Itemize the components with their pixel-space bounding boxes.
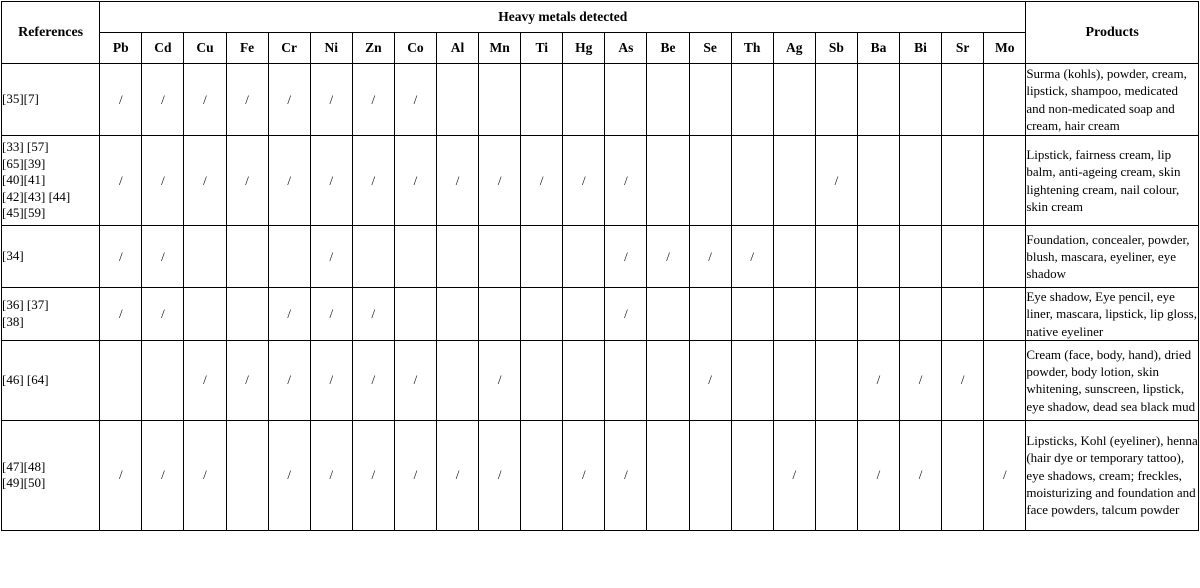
cell-metal-zn: / — [352, 340, 394, 420]
cell-metal-ti — [521, 420, 563, 530]
cell-metal-cd — [142, 340, 184, 420]
cell-metal-as: / — [605, 420, 647, 530]
header-metal-ba: Ba — [857, 33, 899, 64]
cell-metal-ti — [521, 288, 563, 341]
cell-metal-fe: / — [226, 136, 268, 226]
cell-metal-ag — [773, 288, 815, 341]
cell-metal-al — [436, 288, 478, 341]
cell-metal-pb — [100, 340, 142, 420]
cell-metal-sr — [942, 64, 984, 136]
cell-metal-cu: / — [184, 64, 226, 136]
table-head — [2, 2, 1199, 64]
cell-metal-pb: / — [100, 136, 142, 226]
cell-metal-be — [647, 288, 689, 341]
cell-metal-bi — [900, 136, 942, 226]
header-metal-se: Se — [689, 33, 731, 64]
cell-metal-cr: / — [268, 288, 310, 341]
reference-line[interactable]: [49][50] — [2, 475, 46, 491]
cell-metal-sr: / — [942, 340, 984, 420]
cell-metal-mn: / — [479, 420, 521, 530]
header-metal-cd: Cd — [142, 33, 184, 64]
cell-metal-fe: / — [226, 64, 268, 136]
reference-line[interactable]: [65][39] — [2, 155, 46, 171]
header-metal-ni: Ni — [310, 33, 352, 64]
header-metal-co: Co — [394, 33, 436, 64]
cell-metal-ti — [521, 226, 563, 288]
cell-metal-mn: / — [479, 136, 521, 226]
cell-metal-mn: / — [479, 340, 521, 420]
cell-metal-se — [689, 420, 731, 530]
reference-line[interactable]: [33] [57] — [2, 138, 49, 154]
cell-references — [2, 136, 100, 226]
header-metal-fe: Fe — [226, 33, 268, 64]
header-metal-mo: Mo — [984, 33, 1026, 64]
reference-line[interactable]: [40][41] — [2, 172, 46, 188]
reference-line[interactable]: [35][7] — [2, 91, 39, 107]
cell-metal-fe — [226, 420, 268, 530]
cell-metal-bi — [900, 226, 942, 288]
table-body — [2, 64, 1199, 531]
reference-line[interactable]: [38] — [2, 313, 24, 329]
reference-line[interactable]: [46] [64] — [2, 372, 49, 388]
cell-metal-ba — [857, 226, 899, 288]
reference-line[interactable]: [34] — [2, 248, 24, 264]
cell-metal-se — [689, 64, 731, 136]
cell-references — [2, 226, 100, 288]
header-heavy-metals-group: Heavy metals detected — [100, 2, 1026, 33]
cell-metal-se — [689, 288, 731, 341]
cell-metal-hg — [563, 288, 605, 341]
cell-metal-bi: / — [900, 340, 942, 420]
cell-metal-sb — [815, 64, 857, 136]
cell-metal-bi: / — [900, 420, 942, 530]
cell-metal-th: / — [731, 226, 773, 288]
reference-line[interactable]: [45][59] — [2, 205, 46, 221]
cell-references — [2, 340, 100, 420]
cell-metal-ti — [521, 64, 563, 136]
cell-metal-se — [689, 136, 731, 226]
cell-metal-co: / — [394, 420, 436, 530]
cell-metal-sb — [815, 340, 857, 420]
cell-metal-sb — [815, 420, 857, 530]
cell-products: Lipsticks, Kohl (eyeliner), henna (hair dye or temporary tattoo), eye shadows, cream; freckles, moisturizing and foundation and face powders, talcum powder — [1026, 420, 1199, 530]
table-row — [2, 340, 1199, 420]
cell-metal-ba: / — [857, 420, 899, 530]
header-metal-pb: Pb — [100, 33, 142, 64]
table-sheet — [0, 1, 1200, 588]
cell-metal-mn — [479, 288, 521, 341]
cell-metal-se: / — [689, 226, 731, 288]
header-references: References — [2, 2, 100, 64]
header-products: Products — [1026, 2, 1199, 64]
cell-metal-cd: / — [142, 226, 184, 288]
header-metal-cu: Cu — [184, 33, 226, 64]
header-metal-mn: Mn — [479, 33, 521, 64]
cell-metal-co — [394, 288, 436, 341]
cell-metal-bi — [900, 64, 942, 136]
cell-metal-cr — [268, 226, 310, 288]
cell-metal-co: / — [394, 136, 436, 226]
cell-metal-be: / — [647, 226, 689, 288]
cell-metal-sb — [815, 288, 857, 341]
cell-metal-cu: / — [184, 136, 226, 226]
cell-metal-be — [647, 420, 689, 530]
cell-metal-ni: / — [310, 420, 352, 530]
cell-metal-fe: / — [226, 340, 268, 420]
cell-metal-pb: / — [100, 288, 142, 341]
cell-metal-ag — [773, 340, 815, 420]
cell-metal-hg: / — [563, 136, 605, 226]
heavy-metals-table — [1, 1, 1199, 531]
cell-metal-zn: / — [352, 136, 394, 226]
cell-metal-se: / — [689, 340, 731, 420]
header-metal-be: Be — [647, 33, 689, 64]
cell-metal-fe — [226, 226, 268, 288]
cell-metal-al — [436, 226, 478, 288]
cell-metal-cu — [184, 226, 226, 288]
cell-metal-cu — [184, 288, 226, 341]
cell-metal-ni: / — [310, 136, 352, 226]
header-metal-as: As — [605, 33, 647, 64]
cell-metal-sr — [942, 136, 984, 226]
table-header-row-2 — [2, 33, 1199, 64]
cell-metal-ti: / — [521, 136, 563, 226]
cell-metal-cu: / — [184, 420, 226, 530]
table-header-row-1 — [2, 2, 1199, 33]
cell-metal-hg — [563, 64, 605, 136]
cell-metal-cr: / — [268, 340, 310, 420]
reference-line[interactable]: [42][43] [44] — [2, 188, 71, 204]
cell-metal-cd: / — [142, 136, 184, 226]
cell-metal-zn: / — [352, 420, 394, 530]
header-metal-bi: Bi — [900, 33, 942, 64]
cell-metal-be — [647, 136, 689, 226]
cell-metal-al — [436, 340, 478, 420]
cell-metal-ag — [773, 136, 815, 226]
header-metal-sr: Sr — [942, 33, 984, 64]
cell-metal-mo — [984, 64, 1026, 136]
cell-metal-th — [731, 420, 773, 530]
cell-metal-ba — [857, 64, 899, 136]
header-metal-al: Al — [436, 33, 478, 64]
cell-metal-pb: / — [100, 226, 142, 288]
cell-metal-ba: / — [857, 340, 899, 420]
cell-metal-fe — [226, 288, 268, 341]
cell-metal-th — [731, 64, 773, 136]
cell-metal-ti — [521, 340, 563, 420]
cell-metal-zn: / — [352, 64, 394, 136]
cell-metal-co: / — [394, 64, 436, 136]
header-metal-ag: Ag — [773, 33, 815, 64]
cell-metal-cr: / — [268, 64, 310, 136]
cell-metal-al — [436, 64, 478, 136]
cell-metal-sr — [942, 420, 984, 530]
header-metal-zn: Zn — [352, 33, 394, 64]
cell-metal-cu: / — [184, 340, 226, 420]
cell-products: Lipstick, fairness cream, lip balm, anti-ageing cream, skin lightening cream, nail colour, skin cream — [1026, 136, 1199, 226]
cell-metal-be — [647, 64, 689, 136]
header-metal-ti: Ti — [521, 33, 563, 64]
cell-products: Surma (kohls), powder, cream, lipstick, shampoo, medicated and non-medicated soap and cream, hair cream — [1026, 64, 1199, 136]
cell-metal-hg: / — [563, 420, 605, 530]
cell-metal-mn — [479, 64, 521, 136]
header-metal-th: Th — [731, 33, 773, 64]
reference-line[interactable]: [36] [37] — [2, 297, 49, 313]
cell-metal-ni: / — [310, 288, 352, 341]
header-metal-cr: Cr — [268, 33, 310, 64]
cell-metal-as: / — [605, 288, 647, 341]
cell-metal-mn — [479, 226, 521, 288]
cell-metal-th — [731, 340, 773, 420]
cell-metal-zn — [352, 226, 394, 288]
cell-metal-zn: / — [352, 288, 394, 341]
cell-metal-as: / — [605, 136, 647, 226]
reference-line[interactable]: [47][48] — [2, 458, 46, 474]
cell-metal-be — [647, 340, 689, 420]
cell-metal-pb: / — [100, 420, 142, 530]
cell-metal-ba — [857, 136, 899, 226]
table-row — [2, 226, 1199, 288]
cell-metal-pb: / — [100, 64, 142, 136]
cell-metal-hg — [563, 340, 605, 420]
cell-metal-sr — [942, 226, 984, 288]
header-metal-hg: Hg — [563, 33, 605, 64]
cell-metal-ag: / — [773, 420, 815, 530]
cell-references — [2, 288, 100, 341]
cell-metal-as — [605, 340, 647, 420]
cell-metal-th — [731, 136, 773, 226]
table-row — [2, 288, 1199, 341]
cell-metal-bi — [900, 288, 942, 341]
table-row — [2, 420, 1199, 530]
cell-metal-sr — [942, 288, 984, 341]
cell-metal-co — [394, 226, 436, 288]
cell-metal-mo: / — [984, 420, 1026, 530]
cell-metal-sb: / — [815, 136, 857, 226]
cell-metal-mo — [984, 136, 1026, 226]
cell-metal-mo — [984, 340, 1026, 420]
cell-metal-al: / — [436, 420, 478, 530]
cell-metal-sb — [815, 226, 857, 288]
cell-metal-co: / — [394, 340, 436, 420]
cell-metal-as: / — [605, 226, 647, 288]
cell-metal-hg — [563, 226, 605, 288]
cell-metal-th — [731, 288, 773, 341]
cell-metal-as — [605, 64, 647, 136]
cell-metal-ag — [773, 226, 815, 288]
cell-metal-ni: / — [310, 226, 352, 288]
cell-products: Foundation, concealer, powder, blush, mascara, eyeliner, eye shadow — [1026, 226, 1199, 288]
cell-metal-ag — [773, 64, 815, 136]
cell-metal-mo — [984, 226, 1026, 288]
cell-references — [2, 64, 100, 136]
cell-metal-mo — [984, 288, 1026, 341]
cell-metal-ni: / — [310, 340, 352, 420]
cell-metal-ba — [857, 288, 899, 341]
cell-products: Eye shadow, Eye pencil, eye liner, mascara, lipstick, lip gloss, native eyeliner — [1026, 289, 1197, 339]
table-row — [2, 136, 1199, 226]
cell-metal-cr: / — [268, 420, 310, 530]
cell-products: Cream (face, body, hand), dried powder, body lotion, skin whitening, sunscreen, lipstick, eye shadow, dead sea black mud — [1026, 340, 1199, 420]
cell-metal-cr: / — [268, 136, 310, 226]
header-metal-sb: Sb — [815, 33, 857, 64]
cell-metal-cd: / — [142, 64, 184, 136]
cell-metal-al: / — [436, 136, 478, 226]
cell-metal-cd: / — [142, 420, 184, 530]
cell-metal-cd: / — [142, 288, 184, 341]
cell-references — [2, 420, 100, 530]
table-row — [2, 64, 1199, 136]
cell-metal-ni: / — [310, 64, 352, 136]
